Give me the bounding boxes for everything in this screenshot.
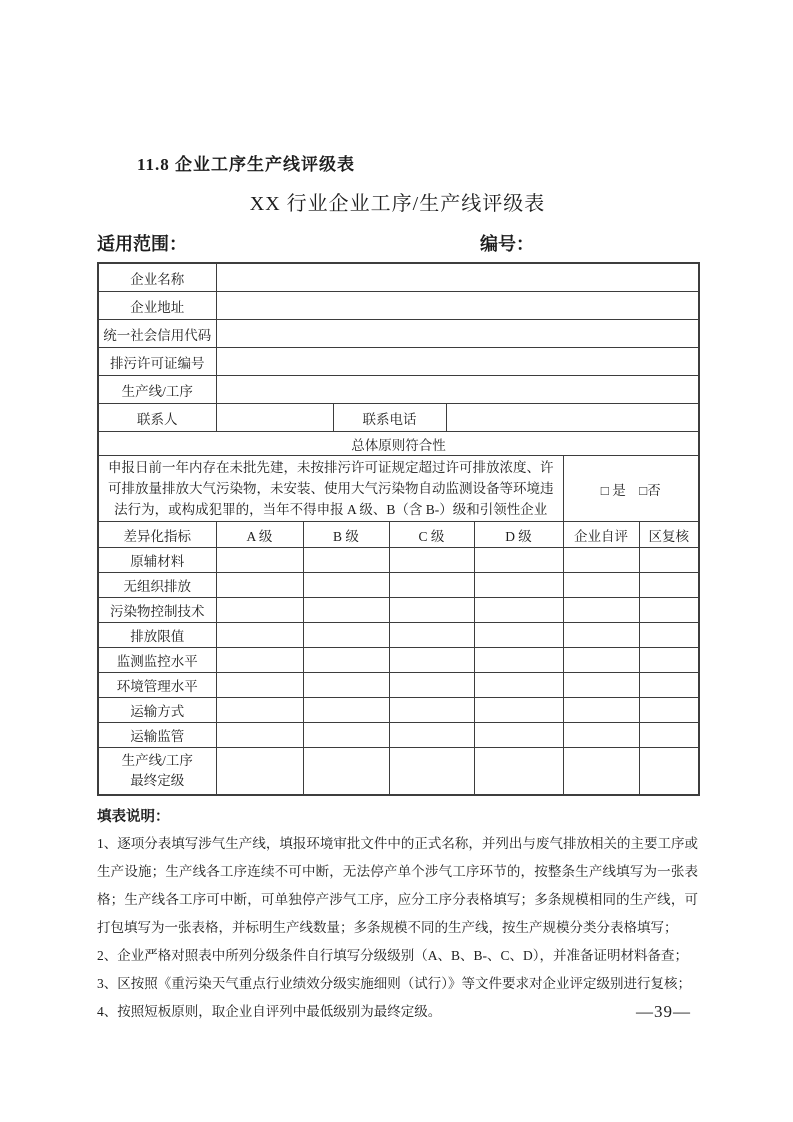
review-cell[interactable]: [639, 648, 699, 673]
checkbox-no[interactable]: □否: [639, 482, 661, 498]
label-contact-phone: 联系电话: [333, 404, 446, 432]
row-principle-header: [98, 432, 699, 456]
row-grading-header: [98, 522, 699, 548]
grade-cell[interactable]: [389, 573, 474, 598]
label-company-name: 企业名称: [98, 263, 216, 292]
label-fugitive-emissions: 无组织排放: [98, 573, 216, 598]
self-rating-cell[interactable]: [563, 548, 639, 573]
grade-cell[interactable]: [303, 673, 389, 698]
row-pollution-control-tech: [98, 598, 699, 623]
self-rating-cell[interactable]: [563, 748, 639, 796]
self-rating-cell[interactable]: [563, 698, 639, 723]
checkbox-yes[interactable]: □ 是: [600, 482, 626, 498]
row-credit-code: [98, 320, 699, 348]
row-contact: [98, 404, 699, 432]
grade-cell[interactable]: [474, 698, 563, 723]
label-company-address: 企业地址: [98, 292, 216, 320]
grade-cell[interactable]: [303, 548, 389, 573]
header-district-review: 区复核: [639, 522, 699, 548]
number-label: 编号：: [480, 234, 534, 254]
field-company-address[interactable]: [216, 292, 699, 320]
grade-cell[interactable]: [474, 573, 563, 598]
label-emission-limits: 排放限值: [98, 623, 216, 648]
note-item-2: 2、企业严格对照表中所列分级条件自行填写分级级别（A、B、B-、C、D），并准备证明材料备查；: [97, 948, 689, 963]
review-cell[interactable]: [639, 698, 699, 723]
grade-cell[interactable]: [389, 698, 474, 723]
row-raw-materials: [98, 548, 699, 573]
grade-cell[interactable]: [474, 748, 563, 796]
grade-cell[interactable]: [303, 723, 389, 748]
label-production-line: 生产线/工序: [98, 376, 216, 404]
form-title: XX 行业企业工序/生产线评级表: [249, 193, 546, 215]
fill-instructions-heading: 填表说明：: [97, 809, 170, 825]
principle-header: 总体原则符合性: [98, 432, 699, 456]
grade-cell[interactable]: [389, 723, 474, 748]
grade-cell[interactable]: [389, 748, 474, 796]
section-heading: 11.8 企业工序生产线评级表: [137, 155, 356, 174]
page-content: [97, 0, 698, 1026]
label-final-rating-line1: 生产线/工序: [121, 753, 193, 768]
grade-cell[interactable]: [303, 648, 389, 673]
scope-label: 适用范围：: [97, 234, 187, 254]
grade-cell[interactable]: [216, 598, 303, 623]
grade-cell[interactable]: [389, 623, 474, 648]
grade-cell[interactable]: [389, 598, 474, 623]
grade-cell[interactable]: [216, 748, 303, 796]
label-transport-mode: 运输方式: [98, 698, 216, 723]
self-rating-cell[interactable]: [563, 723, 639, 748]
review-cell[interactable]: [639, 748, 699, 796]
header-indicator: 差异化指标: [98, 522, 216, 548]
label-env-management-level: 环境管理水平: [98, 673, 216, 698]
review-cell[interactable]: [639, 723, 699, 748]
review-cell[interactable]: [639, 548, 699, 573]
grade-cell[interactable]: [303, 623, 389, 648]
grade-cell[interactable]: [474, 648, 563, 673]
field-credit-code[interactable]: [216, 320, 699, 348]
grade-cell[interactable]: [216, 548, 303, 573]
self-rating-cell[interactable]: [563, 673, 639, 698]
row-company-name: [98, 263, 699, 292]
row-transport-supervision: [98, 723, 699, 748]
grade-cell[interactable]: [216, 623, 303, 648]
label-transport-supervision: 运输监管: [98, 723, 216, 748]
header-grade-a: A 级: [216, 522, 303, 548]
row-fugitive-emissions: [98, 573, 699, 598]
grade-cell[interactable]: [216, 573, 303, 598]
rating-form-table: [97, 262, 700, 796]
grade-cell[interactable]: [303, 698, 389, 723]
field-permit-number[interactable]: [216, 348, 699, 376]
label-contact-person: 联系人: [98, 404, 216, 432]
grade-cell[interactable]: [474, 723, 563, 748]
header-grade-b: B 级: [303, 522, 389, 548]
row-company-address: [98, 292, 699, 320]
grade-cell[interactable]: [474, 673, 563, 698]
grade-cell[interactable]: [216, 648, 303, 673]
note-item-3: 3、区按照《重污染天气重点行业绩效分级实施细则（试行）》等文件要求对企业评定级别进行复核；: [97, 976, 691, 991]
review-cell[interactable]: [639, 673, 699, 698]
row-emission-limits: [98, 623, 699, 648]
row-permit-number: [98, 348, 699, 376]
self-rating-cell[interactable]: [563, 598, 639, 623]
field-contact-person[interactable]: [216, 404, 333, 432]
grade-cell[interactable]: [216, 673, 303, 698]
label-permit-number: 排污许可证编号: [98, 348, 216, 376]
grade-cell[interactable]: [303, 573, 389, 598]
grade-cell[interactable]: [474, 548, 563, 573]
grade-cell[interactable]: [474, 623, 563, 648]
field-company-name[interactable]: [216, 263, 699, 292]
label-credit-code: 统一社会信用代码: [98, 320, 216, 348]
header-grade-d: D 级: [474, 522, 563, 548]
header-grade-c: C 级: [389, 522, 474, 548]
fill-instructions: [97, 804, 698, 1026]
grade-cell[interactable]: [474, 598, 563, 623]
grade-cell[interactable]: [216, 698, 303, 723]
self-rating-cell[interactable]: [563, 648, 639, 673]
self-rating-cell[interactable]: [563, 573, 639, 598]
row-monitoring-level: [98, 648, 699, 673]
row-final-rating: [98, 748, 699, 796]
review-cell[interactable]: [639, 573, 699, 598]
grade-cell[interactable]: [216, 723, 303, 748]
note-item-1: 1、逐项分表填写涉气生产线，填报环境审批文件中的正式名称，并列出与废气排放相关的主要工序或生产设施；生产线各工序连续不可中断，无法停产单个涉气工序环节的，按整条生产线填写为一张表格；生产线各工序可中断，可单独停产涉气工序，应分工序分表格填写；多条规模相同的生产线，可打包填写为一张表格，并标明生产线数量；多条规模不同的生产线，按生产规模分类分表格填写；: [97, 836, 698, 935]
grade-cell[interactable]: [389, 673, 474, 698]
label-pollution-control-tech: 污染物控制技术: [98, 598, 216, 623]
label-monitoring-level: 监测监控水平: [98, 648, 216, 673]
row-principle-clause: [98, 456, 699, 522]
grade-cell[interactable]: [389, 548, 474, 573]
note-item-4: 4、按照短板原则，取企业自评列中最低级别为最终定级。: [97, 1004, 442, 1019]
principle-answer-cell: [563, 456, 699, 522]
scope-number-row: [97, 230, 698, 258]
row-transport-mode: [98, 698, 699, 723]
header-self-rating: 企业自评: [563, 522, 639, 548]
review-cell[interactable]: [639, 598, 699, 623]
row-env-management-level: [98, 673, 699, 698]
label-final-rating: [98, 748, 216, 796]
principle-clause-text: 申报日前一年内存在未批先建，未按排污许可证规定超过许可排放浓度、许可排放量排放大气污染物，未安装、使用大气污染物自动监测设备等环境违法行为，或构成犯罪的，当年不得申报 A 级、B（含 B-）级和引领性企业: [98, 456, 563, 522]
grade-cell[interactable]: [303, 598, 389, 623]
page-number: —39—: [636, 1002, 691, 1021]
label-raw-materials: 原辅材料: [98, 548, 216, 573]
field-production-line[interactable]: [216, 376, 699, 404]
field-contact-phone[interactable]: [446, 404, 699, 432]
label-final-rating-line2: 最终定级: [130, 773, 185, 788]
review-cell[interactable]: [639, 623, 699, 648]
grade-cell[interactable]: [389, 648, 474, 673]
grade-cell[interactable]: [303, 748, 389, 796]
self-rating-cell[interactable]: [563, 623, 639, 648]
row-production-line: [98, 376, 699, 404]
